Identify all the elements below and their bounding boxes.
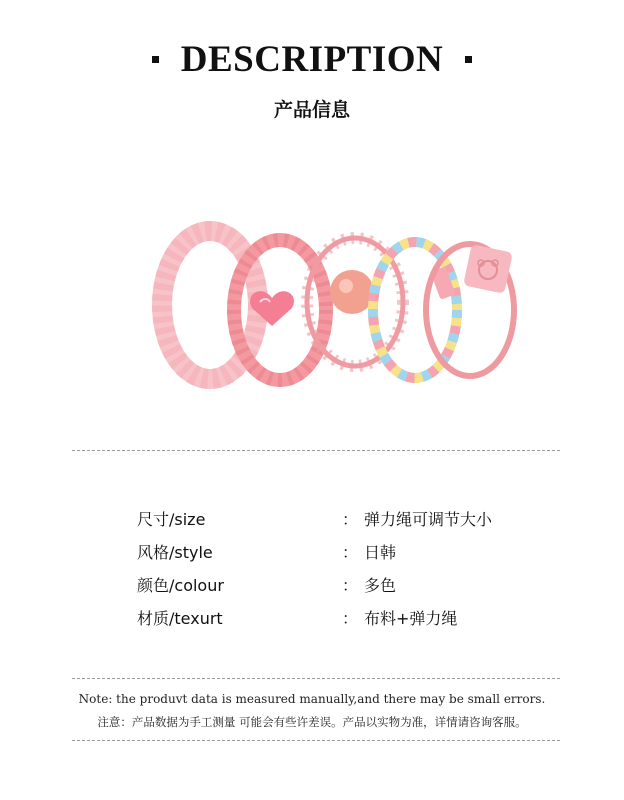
header [0, 38, 624, 122]
spec-colon: ： [342, 543, 359, 562]
spec-value: 弹力绳可调节大小 [364, 510, 493, 529]
spec-table [137, 502, 537, 634]
spec-value: 布料+弹力绳 [364, 609, 458, 628]
divider-top [72, 450, 560, 451]
rainbow-band [373, 242, 457, 378]
divider-note-top [72, 678, 560, 679]
spec-colon: ： [342, 510, 359, 529]
spec-colon: ： [342, 609, 359, 628]
note-english: Note: the produvt data is measured manually,and there may be small errors. [78, 692, 546, 706]
spec-row-size [137, 502, 537, 535]
page-title: DESCRIPTION [180, 39, 444, 80]
spec-label: 风格/style [137, 543, 213, 562]
spec-label: 材质/texurt [137, 609, 223, 628]
bear-tag-band [426, 244, 514, 376]
right-bullet-icon [465, 56, 472, 63]
spec-label: 尺寸/size [137, 510, 206, 529]
left-bullet-icon [152, 56, 159, 63]
spec-value: 多色 [364, 576, 397, 595]
spec-label: 颜色/colour [137, 576, 224, 595]
divider-note-bottom [72, 740, 560, 741]
product-image [150, 220, 530, 395]
spec-row-style [137, 535, 537, 568]
spec-value: 日韩 [364, 543, 397, 562]
page-subtitle: 产品信息 [273, 99, 350, 121]
spec-colon: ： [342, 576, 359, 595]
title-row [0, 38, 624, 81]
spec-row-colour [137, 568, 537, 601]
spec-row-material [137, 601, 537, 634]
note-chinese: 注意：产品数据为手工测量 可能会有些许差误。产品以实物为准，详情请咨询客服。 [97, 715, 527, 729]
